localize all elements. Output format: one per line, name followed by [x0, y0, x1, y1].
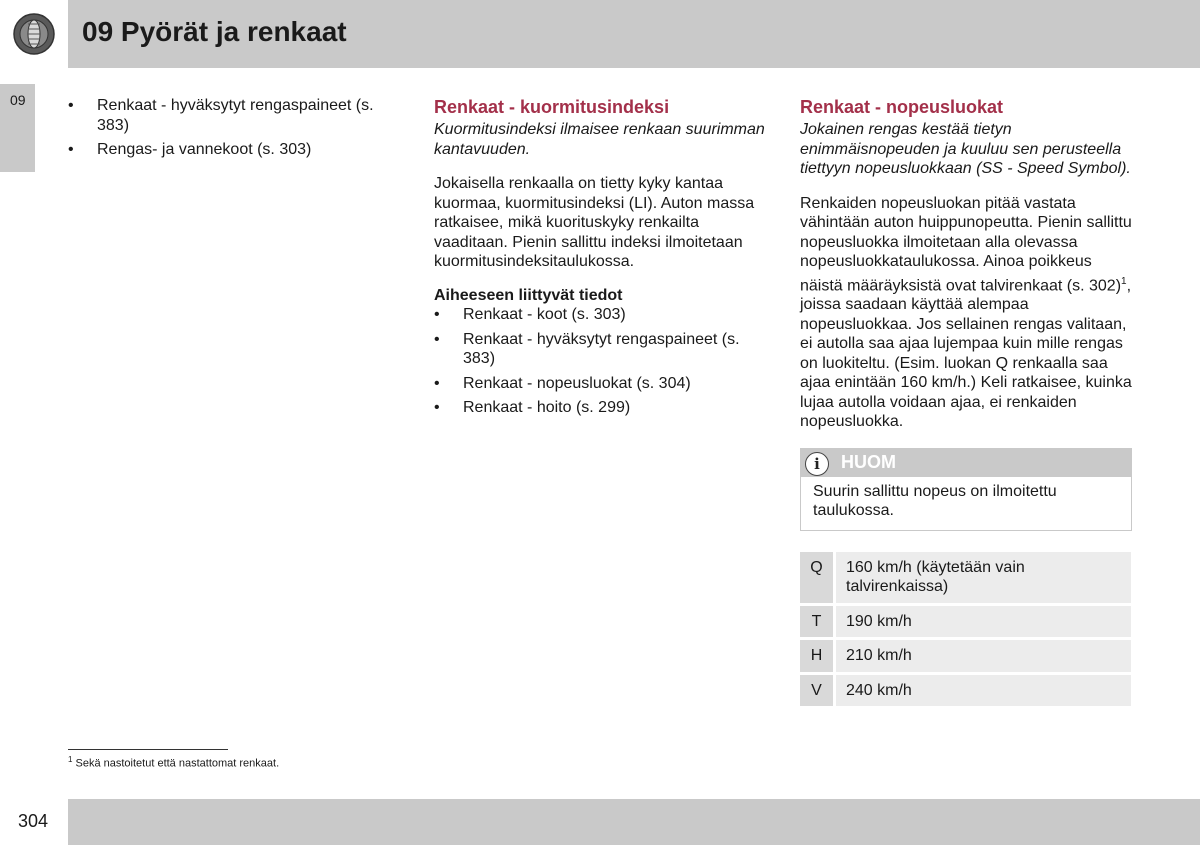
related-link[interactable]: • Renkaat - koot (s. 303) [434, 305, 769, 325]
section-title-load-index: Renkaat - kuormitusindeksi [434, 97, 670, 117]
section-body: Jokaisella renkaalla on tietty kyky kantaa kuormaa, kuormitusindeksi (LI). Auton massa ratkaisee, mikä kuorituskyky renkailta vaaditaan. Pienin sallittu indeksi ilmoitetaan kuormitusindeksitaulukossa. [434, 175, 755, 270]
page-number: 304 [18, 811, 49, 831]
note-title: HUOM [841, 451, 896, 472]
speed-code: T [800, 606, 833, 638]
column-2 [434, 96, 769, 423]
speed-value: 240 km/h [833, 675, 1131, 707]
note-header [801, 449, 1131, 477]
related-link[interactable]: • Renkaat - nopeusluokat (s. 304) [434, 374, 769, 394]
column-1 [68, 96, 398, 165]
section-body [800, 194, 1132, 432]
body-part-b: , joissa saadaan käyttää alempaa nopeusluokkaa. Jos sellainen rengas valitaan, ei autolla saa ajaa lujempaa kuin mille rengas on luokiteltu. (Esim. luokan Q renkaalla saa ajaa enintään 160 km/h.) Keli ratkaisee, kuinka lujaa autolla voidaan ajaa, ei renkaiden nopeusluokka. [800, 276, 1132, 431]
table-row [800, 675, 1131, 707]
footnote-mark: 1 [68, 755, 73, 764]
related-link[interactable]: • Renkaat - hyväksytyt rengaspaineet (s. 383) [68, 96, 398, 135]
footnote-divider [68, 749, 228, 750]
note-text: Suurin sallittu nopeus on ilmoitettu taulukossa. [813, 482, 1057, 520]
page-footer [0, 799, 1200, 845]
related-links-list [434, 305, 769, 418]
related-heading: Aiheeseen liittyvät tiedot [434, 286, 623, 304]
speed-value: 160 km/h (käytetään vain talvirenkaissa) [833, 552, 1131, 603]
related-link[interactable]: • Rengas- ja vannekoot (s. 303) [68, 140, 398, 160]
speed-value: 210 km/h [833, 640, 1131, 672]
speed-code: Q [800, 552, 833, 603]
speed-code: H [800, 640, 833, 672]
table-row [800, 552, 1131, 603]
info-icon: i [805, 452, 829, 476]
section-lead: Kuormitusindeksi ilmaisee renkaan suurimman kantavuuden. [434, 121, 765, 158]
related-links-list [68, 96, 398, 160]
related-link[interactable]: • Renkaat - hoito (s. 299) [434, 398, 769, 418]
chapter-tab-label: 09 [10, 92, 26, 108]
section-title-speed-class: Renkaat - nopeusluokat [800, 97, 1004, 117]
speed-class-table [800, 549, 1131, 710]
speed-value: 190 km/h [833, 606, 1131, 638]
footnote-text: Sekä nastoitetut että nastattomat renkaat. [75, 757, 280, 770]
body-part-a: Renkaiden nopeusluokan pitää vastata vähintään auton huippunopeutta. Pienin sallittu nopeusluokka ilmoitetaan alla olevassa nopeusluokkataulukossa. Ainoa poikkeus näistä määräyksistä ovat talvirenkaat (s. 302) [800, 194, 1132, 294]
tire-icon [0, 0, 68, 68]
speed-code: V [800, 675, 833, 707]
table-row [800, 640, 1131, 672]
header-icon-box [0, 0, 68, 68]
table-row [800, 606, 1131, 638]
note-box [800, 448, 1132, 531]
related-link[interactable]: • Renkaat - hyväksytyt rengaspaineet (s. 383) [434, 330, 769, 369]
chapter-title: 09 Pyörät ja renkaat [82, 16, 347, 47]
footnote [68, 755, 279, 770]
section-lead: Jokainen rengas kestää tietyn enimmäisnopeuden ja kuuluu sen perusteella tiettyyn nopeusluokkaan (SS - Speed Symbol). [800, 121, 1131, 177]
footnote-reference[interactable]: 1 [1121, 275, 1127, 287]
column-3 [800, 96, 1132, 709]
